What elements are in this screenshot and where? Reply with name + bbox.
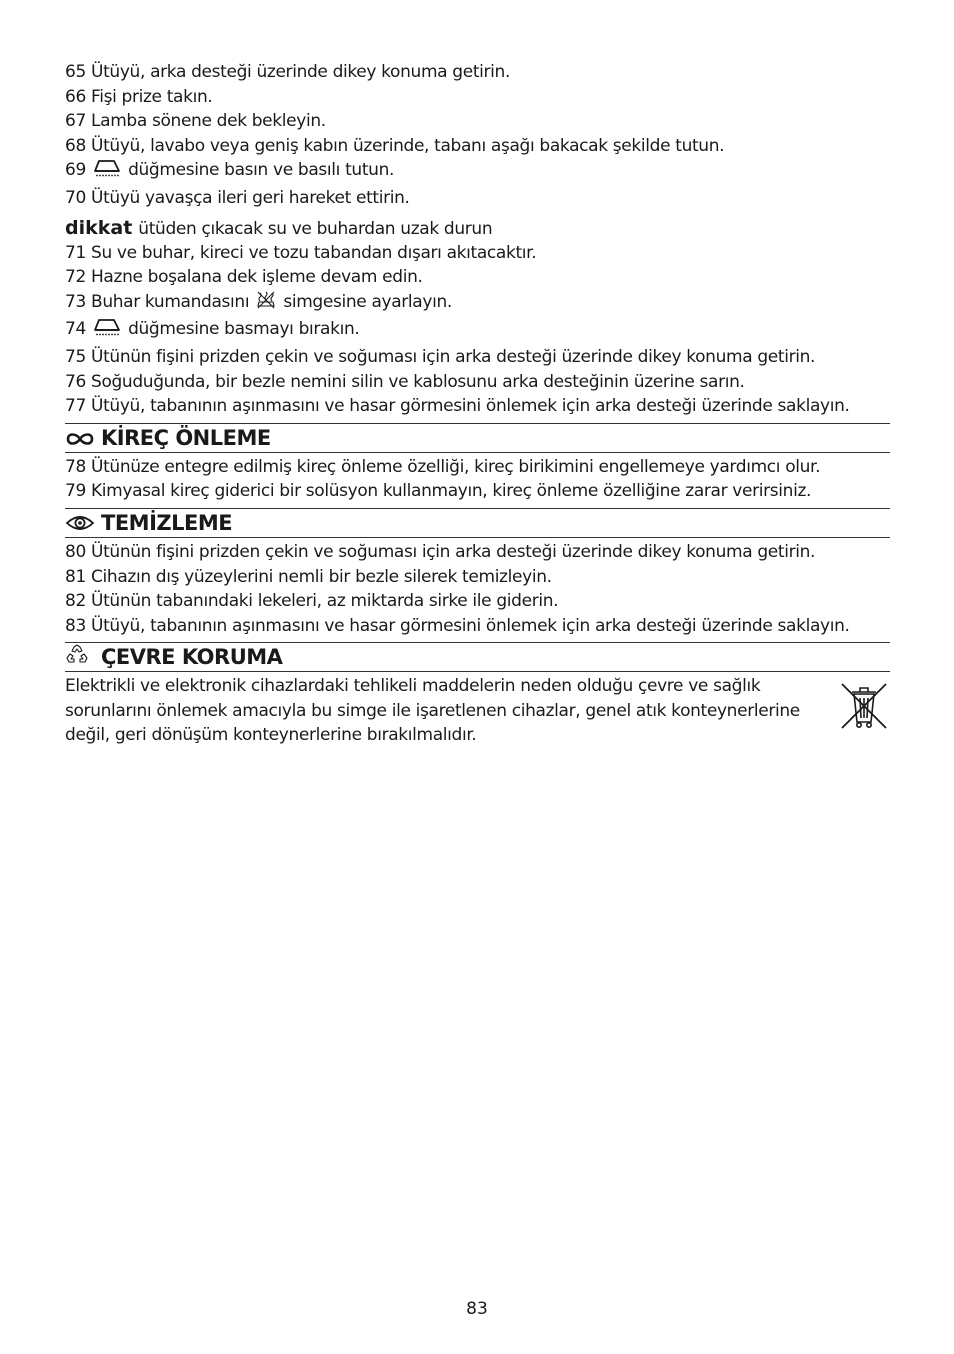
anticalc-list <box>65 455 890 504</box>
step-number: 74 <box>65 319 86 340</box>
list-item <box>65 134 890 159</box>
step-number: 67 <box>65 111 86 132</box>
step-number: 80 <box>65 541 86 562</box>
list-item <box>65 345 890 370</box>
step-number: 70 <box>65 187 86 208</box>
step-number: 77 <box>65 396 86 417</box>
step-text: Soğuduğunda, bir bezle nemini silin ve kablosunu arka desteğinin üzerine sarın. <box>91 371 745 392</box>
recycle-icon <box>65 644 95 673</box>
section-heading-anticalc <box>65 423 890 453</box>
steps-list-b <box>65 241 890 419</box>
list-item <box>65 241 890 266</box>
step-text: Ütünün fişini prizden çekin ve soğuması için arka desteği üzerinde dikey konuma getirin. <box>91 541 816 562</box>
page-number: 83 <box>466 1299 488 1319</box>
steam-shot-icon <box>93 317 121 345</box>
section-title-cleaning: TEMİZLEME <box>101 510 233 535</box>
step-text: Kimyasal kireç giderici bir solüsyon kullanmayın, kireç önleme özelliğine zarar verirsiniz. <box>91 481 812 502</box>
section-title-anticalc: KİREÇ ÖNLEME <box>101 425 271 450</box>
step-number: 71 <box>65 242 86 263</box>
section-heading-cleaning <box>65 508 890 538</box>
step-text: Fişi prize takın. <box>91 86 213 107</box>
list-item <box>65 540 890 565</box>
section-title-environment: ÇEVRE KORUMA <box>101 645 283 670</box>
step-text: Ütüyü, tabanının aşınmasını ve hasar görmesini önlemek için arka desteği üzerinde saklayın. <box>91 396 850 417</box>
step-number: 73 <box>65 291 86 312</box>
step-text: Su ve buhar, kireci ve tozu tabandan dışarı akıtacaktır. <box>91 242 537 263</box>
step-number: 68 <box>65 135 86 156</box>
step-text: düğmesine basın ve basılı tutun. <box>128 160 395 181</box>
steps-list-a <box>65 60 890 211</box>
step-text: simgesine ayarlayın. <box>283 291 452 312</box>
step-text: Lamba sönene dek bekleyin. <box>91 111 326 132</box>
step-text: Cihazın dış yüzeylerini nemli bir bezle silerek temizleyin. <box>91 566 552 587</box>
eye-icon <box>65 511 95 539</box>
step-number: 82 <box>65 591 86 612</box>
warning-note <box>65 216 890 241</box>
step-text: Ütüyü yavaşça ileri geri hareket ettirin. <box>91 187 410 208</box>
step-text: Ütüyü, lavabo veya geniş kabın üzerinde, tabanı aşağı bakacak şekilde tutun. <box>91 135 725 156</box>
step-number: 79 <box>65 481 86 502</box>
list-item <box>65 265 890 290</box>
step-number: 65 <box>65 62 86 82</box>
no-steam-icon <box>256 290 276 318</box>
step-text: Ütünün tabanındaki lekeleri, az miktarda sirke ile giderin. <box>91 591 559 612</box>
manual-page-content <box>65 60 890 748</box>
environment-block <box>65 674 890 748</box>
list-item <box>65 565 890 590</box>
step-text: düğmesine basmayı bırakın. <box>128 319 360 340</box>
crossed-bin-icon <box>838 680 890 736</box>
step-number: 81 <box>65 566 86 587</box>
list-item <box>65 60 890 85</box>
list-item <box>65 85 890 110</box>
section-heading-environment <box>65 642 890 672</box>
step-number: 66 <box>65 86 86 107</box>
step-text: Hazne boşalana dek işleme devam edin. <box>91 267 423 288</box>
list-item <box>65 317 890 345</box>
step-text: Ütünün fişini prizden çekin ve soğuması için arka desteği üzerinde dikey konuma getirin. <box>91 346 816 367</box>
infinity-icon <box>65 426 95 454</box>
list-item <box>65 455 890 480</box>
step-number: 72 <box>65 267 86 288</box>
step-number: 78 <box>65 456 86 477</box>
list-item <box>65 370 890 395</box>
step-text: Ütüyü, arka desteği üzerinde dikey konuma getirin. <box>91 62 511 82</box>
environment-text: Elektrikli ve elektronik cihazlardaki tehlikeli maddelerin neden olduğu çevre ve sağlık sorunlarını önlemek amacıyla bu simge ile işaretlenen cihazlar, genel atık konteynerlerine değil, geri dönüşüm konteynerlerine bırakılmalıdır. <box>65 676 800 746</box>
step-number: 83 <box>65 615 86 636</box>
list-item <box>65 290 890 318</box>
step-text-before: Buhar kumandasını <box>91 291 250 312</box>
list-item <box>65 186 890 211</box>
warning-keyword: dikkat <box>65 216 133 239</box>
list-item <box>65 589 890 614</box>
list-item <box>65 109 890 134</box>
step-text: Ütünüze entegre edilmiş kireç önleme özelliği, kireç birikimini engellemeye yardımcı olur. <box>91 456 821 477</box>
list-item <box>65 479 890 504</box>
step-number: 69 <box>65 160 86 181</box>
list-item <box>65 158 890 186</box>
list-item <box>65 394 890 419</box>
step-number: 75 <box>65 346 86 367</box>
step-number: 76 <box>65 371 86 392</box>
warning-text: ütüden çıkacak su ve buhardan uzak durun <box>138 218 493 239</box>
step-text: Ütüyü, tabanının aşınmasını ve hasar görmesini önlemek için arka desteği üzerinde saklayın. <box>91 615 850 636</box>
steam-shot-icon <box>93 158 121 186</box>
cleaning-list <box>65 540 890 638</box>
list-item <box>65 614 890 639</box>
